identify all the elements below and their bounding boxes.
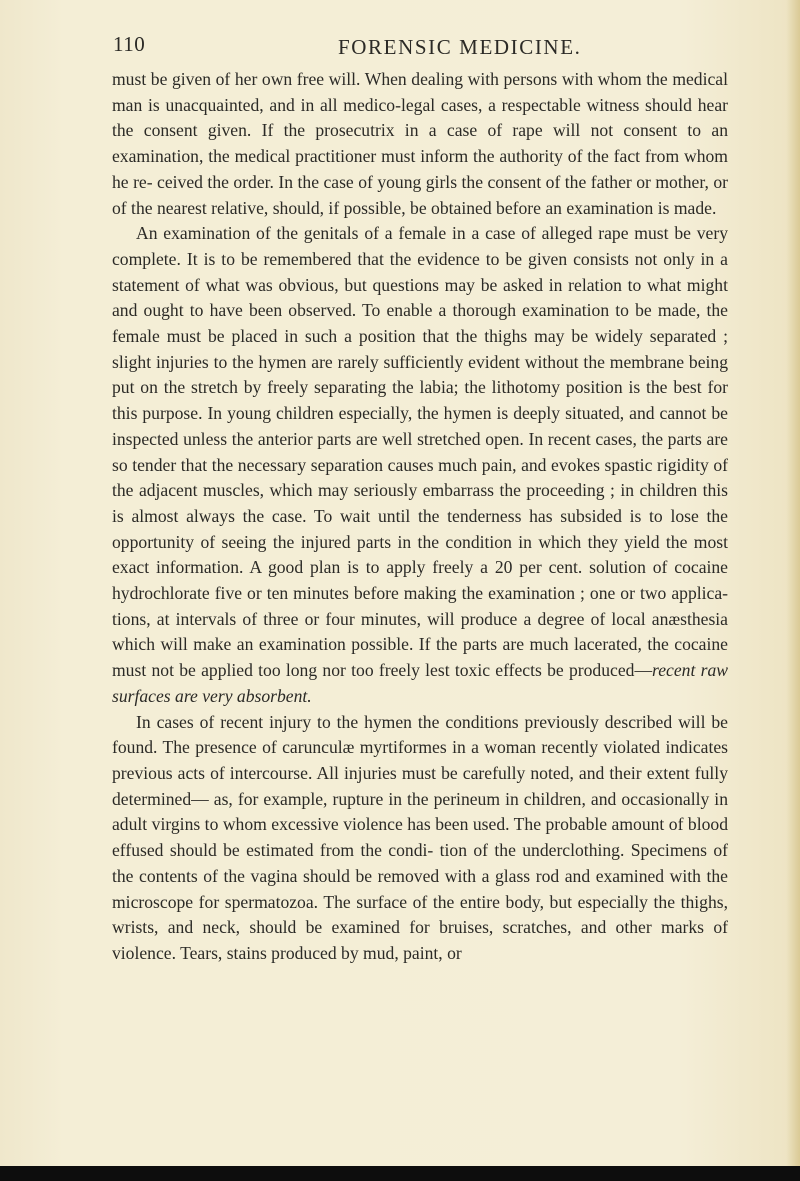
body-text	[112, 67, 728, 967]
page-number: 110	[113, 32, 146, 56]
paragraph-consent: must be given of her own free will. When dealing with persons with whom the medical man is unacquainted, and in all medico-legal cases, a respectable witness should hear the consent given. If the prosecutrix in a case of rape will not consent to an examination, the medical practitioner must inform the authority of the fact from whom he re- ceived the order. In the case of young girls the consent of the father or mother, or of the nearest relative, should, if possible, be obtained before an examination is made.	[112, 69, 728, 218]
scan-bottom-border	[0, 1166, 800, 1181]
page-header	[110, 32, 730, 62]
page-edge-shadow	[786, 0, 800, 1181]
paragraph-recent-injury: In cases of recent injury to the hymen the conditions previously described will be found. The presence of carunculæ myrtiformes in a woman recently violated indicates previous acts of intercourse. All injuries must be carefully noted, and their extent fully determined— as, for example, rupture in the perineum in children, and occasionally in adult virgins to whom excessive violence has been used. The probable amount of blood effused should be estimated from the condi- tion of the underclothing. Specimens of the contents of the vagina should be removed with a glass rod and examined with the microscope for spermatozoa. The surface of the entire body, but especially the thighs, wrists, and neck, should be examined for bruises, scratches, and other marks of violence. Tears, stains produced by mud, paint, or	[112, 711, 728, 963]
paragraph-examination	[112, 221, 728, 709]
running-head: FORENSIC MEDICINE.	[338, 35, 582, 59]
italic-warning: recent raw surfaces are very absorbent.	[112, 660, 728, 706]
paragraph-examination-text: An examination of the genitals of a female in a case of alleged rape must be very complete. It is to be remembered that the evidence to be given consists not only in a statement of what was obvious, but questions may be asked in relation to what might and ought to have been observed. To enable a thorough examination to be made, the female must be placed in such a position that the thighs may be widely separated ; slight injuries to the hymen are rarely sufficiently evident without the membrane being put on the stretch by freely separating the labia; the lithotomy position is the best for this purpose. In young children especially, the hymen is deeply situated, and cannot be inspected unless the anterior parts are well stretched open. In recent cases, the parts are so tender that the necessary separation causes much pain, and evokes spastic rigidity of the adjacent muscles, which may seriously embarrass the proceeding ; in children this is almost always the case. To wait until the tenderness has subsided is to lose the opportunity of seeing the injured parts in the condition in which they yield the most exact information. A good plan is to apply freely a 20 per cent. solution of cocaine hydrochlorate five or ten minutes before making the examination ; one or two applica- tions, at intervals of three or four minutes, will produce a degree of local anæsthesia which will make an examination possible. If the parts are much lacerated, the cocaine must not be applied too long nor too freely lest toxic effects be produced—	[112, 223, 728, 681]
